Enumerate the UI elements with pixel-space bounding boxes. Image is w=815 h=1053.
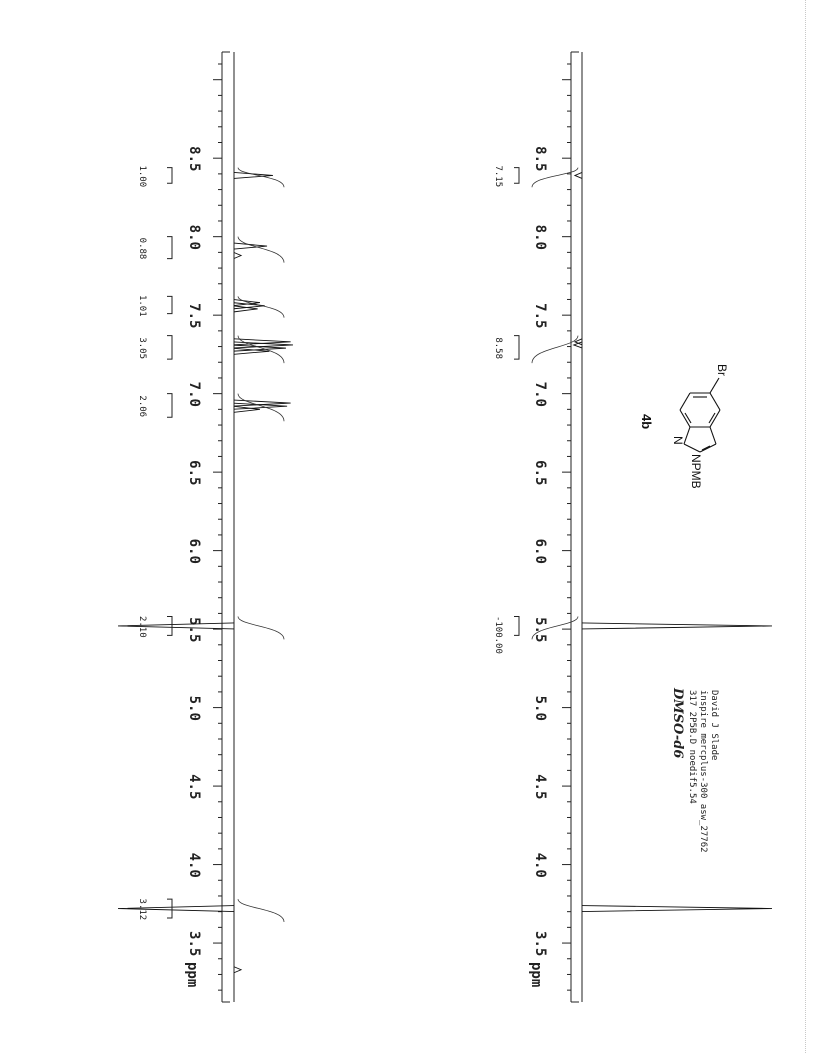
tick-label: 7.5 bbox=[186, 303, 202, 329]
integral-curve bbox=[238, 237, 284, 263]
peaks-full bbox=[574, 172, 772, 911]
tick-label: 7.5 bbox=[532, 303, 548, 329]
acquisition-info bbox=[670, 687, 719, 853]
tick-label: 5.5 bbox=[186, 617, 202, 643]
axis-frame-full bbox=[571, 52, 579, 1002]
integral-bracket bbox=[167, 394, 172, 418]
integral-bracket bbox=[167, 899, 172, 918]
spectrum-peak bbox=[575, 172, 582, 178]
spectrum-peak bbox=[234, 253, 241, 259]
instrument-line: inspire mercplus-300 asw_27762 bbox=[698, 690, 708, 853]
tick-label: 5.0 bbox=[186, 695, 202, 721]
file-line: 317 2P5B.D noedif5.54 bbox=[687, 690, 697, 804]
compound-label: 4b bbox=[639, 414, 654, 430]
integral-bracket bbox=[514, 168, 519, 184]
tick-label: 3.5 bbox=[532, 931, 548, 957]
ticks-full bbox=[532, 64, 571, 990]
integral-value: 3.12 bbox=[137, 898, 147, 921]
integral-bracket bbox=[167, 296, 172, 313]
integral-bracket bbox=[167, 617, 172, 636]
integral-bracket bbox=[514, 336, 519, 360]
ticks-expanded bbox=[186, 64, 222, 990]
integral-bracket bbox=[167, 237, 172, 259]
integral-curve bbox=[238, 617, 284, 640]
operator-name: David J Slade bbox=[709, 690, 719, 761]
integral-value: 3.05 bbox=[137, 337, 147, 360]
integral-value: 1.01 bbox=[137, 294, 147, 317]
integral-bracket bbox=[167, 336, 172, 360]
peaks-expanded bbox=[118, 172, 293, 972]
chemical-structure-4b bbox=[639, 364, 729, 489]
integral-value: 1.00 bbox=[137, 165, 147, 188]
spectrum-peak bbox=[118, 906, 234, 912]
indazole-ring-bonds bbox=[680, 378, 720, 452]
axis-frame-expanded bbox=[222, 52, 230, 1002]
tick-label: 6.5 bbox=[532, 460, 548, 486]
solvent-handwritten: DMSO-d6 bbox=[670, 688, 685, 759]
x-axis-label-expanded: ppm bbox=[184, 962, 200, 988]
tick-label: 7.0 bbox=[186, 381, 202, 407]
integral-value: 0.88 bbox=[137, 237, 147, 260]
integral-value: -100.00 bbox=[493, 615, 503, 654]
tick-label: 6.0 bbox=[532, 538, 548, 564]
tick-label: 6.5 bbox=[186, 460, 202, 486]
integral-bracket bbox=[167, 168, 172, 184]
bromo-label: Br bbox=[715, 364, 729, 376]
tick-label: 4.0 bbox=[532, 852, 548, 878]
spectrum-peak bbox=[234, 967, 241, 973]
tick-label: 4.0 bbox=[186, 852, 202, 878]
spectrum-peak bbox=[234, 339, 291, 345]
integral-value: 8.58 bbox=[493, 337, 503, 360]
integrals-expanded bbox=[137, 165, 284, 921]
tick-label: 8.5 bbox=[186, 146, 202, 172]
integral-bracket bbox=[514, 617, 519, 636]
n2-label: NPMB bbox=[689, 454, 703, 489]
tick-label: 4.5 bbox=[532, 774, 548, 800]
integral-value: 2.06 bbox=[137, 395, 147, 418]
tick-label: 8.0 bbox=[186, 224, 202, 250]
tick-label: 8.5 bbox=[532, 146, 548, 172]
integral-value: 2.10 bbox=[137, 615, 147, 638]
spectrum-peak bbox=[118, 623, 234, 629]
spectrum-peak bbox=[582, 623, 772, 629]
tick-label: 7.0 bbox=[532, 381, 548, 407]
tick-label: 8.0 bbox=[532, 224, 548, 250]
integral-value: 7.15 bbox=[493, 165, 503, 188]
x-axis-label-full: ppm bbox=[528, 962, 544, 988]
tick-label: 5.5 bbox=[532, 617, 548, 643]
n1-label: N bbox=[671, 436, 685, 445]
tick-label: 6.0 bbox=[186, 538, 202, 564]
integral-curve bbox=[238, 899, 284, 922]
tick-label: 3.5 bbox=[186, 931, 202, 957]
tick-label: 4.5 bbox=[186, 774, 202, 800]
tick-label: 5.0 bbox=[532, 695, 548, 721]
spectrum-peak bbox=[582, 906, 772, 912]
